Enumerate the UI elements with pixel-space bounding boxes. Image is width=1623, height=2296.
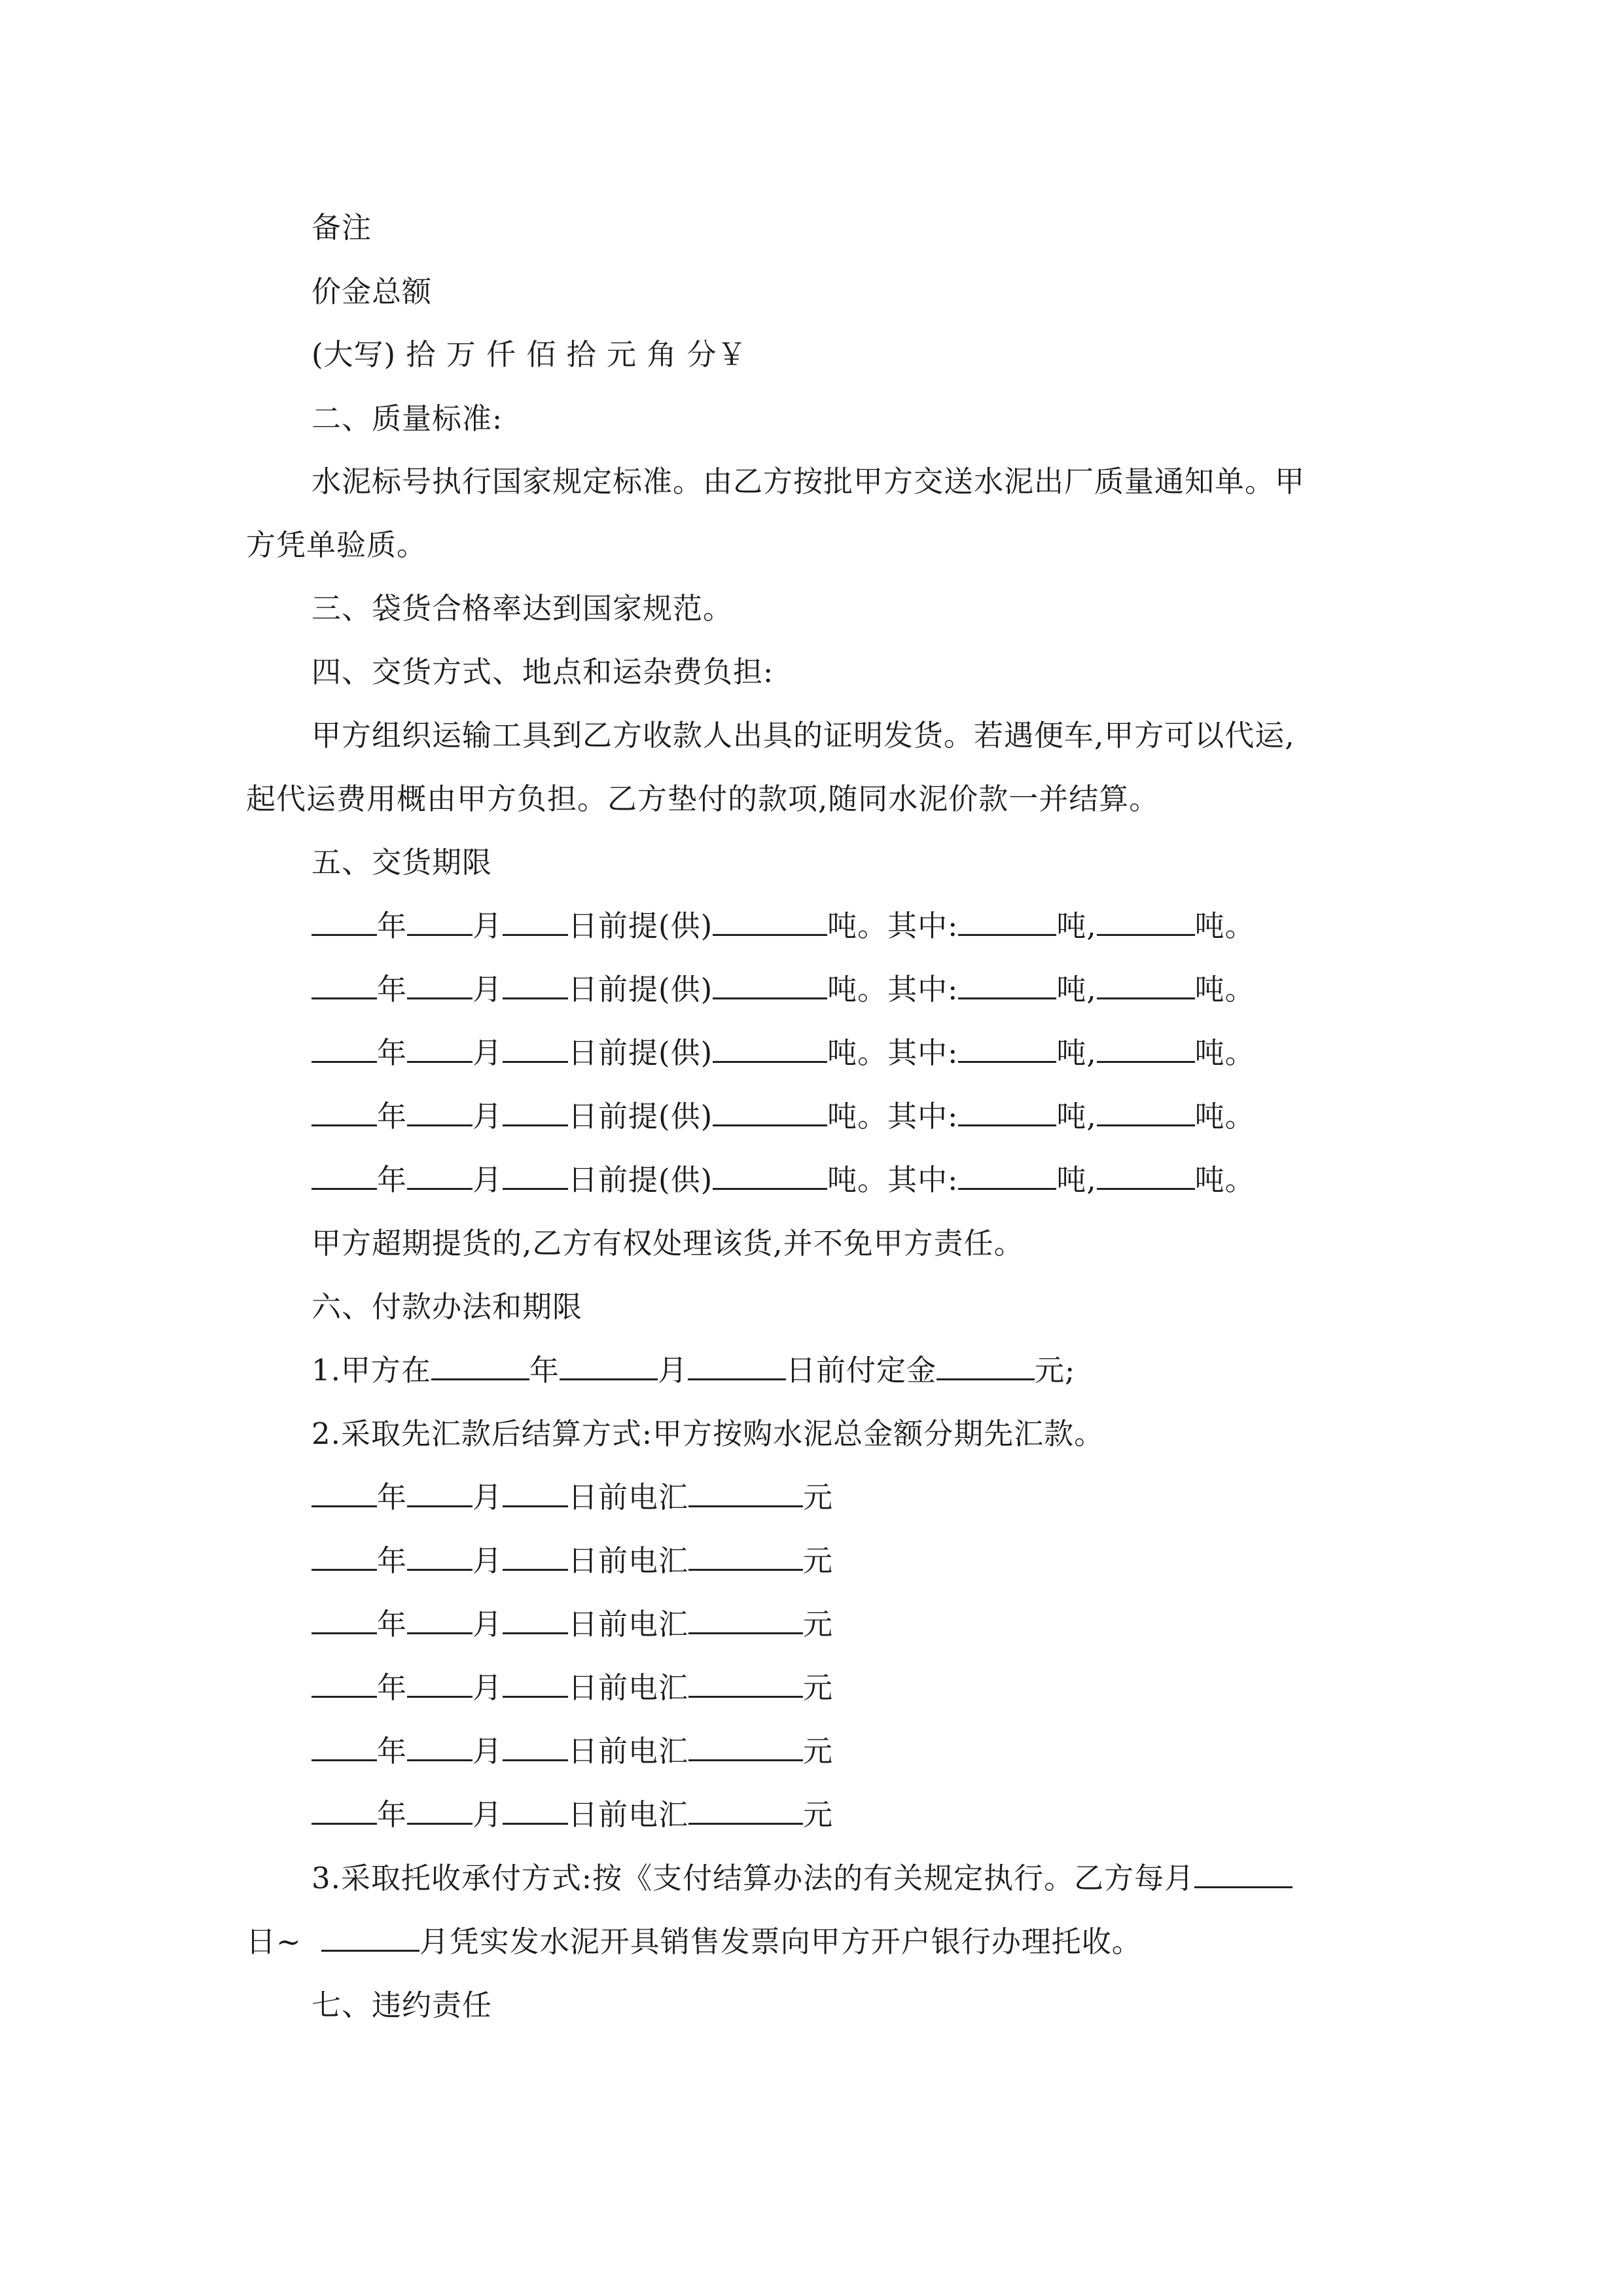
remit-row: 年 月 日前电汇 元	[312, 1605, 833, 1644]
blank-field[interactable]	[312, 1098, 377, 1126]
section-6-title: 六、付款办法和期限	[312, 1289, 583, 1324]
blank-field[interactable]	[503, 1670, 568, 1698]
remit-row: 年 月 日前电汇 元	[312, 1668, 833, 1708]
blank-field[interactable]	[503, 1479, 568, 1507]
blank-field[interactable]	[688, 1479, 803, 1507]
blank-field[interactable]	[688, 1352, 786, 1380]
blank-field[interactable]	[321, 1924, 419, 1952]
delivery-row: 年 月 日前提(供) 吨。其中: 吨, 吨。	[312, 1033, 1255, 1073]
blank-field[interactable]	[312, 1733, 377, 1761]
blank-field[interactable]	[407, 1797, 473, 1825]
blank-field[interactable]	[688, 1797, 803, 1825]
blank-field[interactable]	[312, 1797, 377, 1825]
blank-field[interactable]	[713, 908, 827, 936]
section-3-title: 三、袋货合格率达到国家规范。	[312, 591, 734, 626]
blank-field[interactable]	[407, 1035, 473, 1063]
payment-item-1: 1.甲方在 年 月 日前付定金 元;	[312, 1353, 1076, 1388]
delivery-row: 年 月 日前提(供) 吨。其中: 吨, 吨。	[312, 970, 1255, 1009]
section-5-title: 五、交货期限	[312, 845, 493, 880]
blank-field[interactable]	[312, 1479, 377, 1507]
blank-field[interactable]	[312, 1606, 377, 1634]
blank-field[interactable]	[503, 1098, 568, 1126]
section-4-text-1: 甲方组织运输工具到乙方收款人出具的证明发货。若遇便车,甲方可以代运,	[312, 718, 1295, 753]
payment-item-2: 2.采取先汇款后结算方式:甲方按购水泥总金额分期先汇款。	[312, 1416, 1105, 1451]
blank-field[interactable]	[713, 1098, 827, 1126]
blank-field[interactable]	[1097, 1162, 1195, 1190]
amount-in-words-line: (大写) 拾 万 仟 佰 拾 元 角 分￥	[312, 337, 747, 372]
payment-item-3-line-2: 日~ 月凭实发水泥开具销售发票向甲方开户银行办理托收。	[246, 1924, 1142, 1959]
remit-row: 年 月 日前电汇 元	[312, 1795, 833, 1835]
blank-field[interactable]	[312, 1035, 377, 1063]
blank-field[interactable]	[1097, 908, 1195, 936]
section-2-text-2: 方凭单验质。	[246, 528, 427, 562]
blank-field[interactable]	[407, 1543, 473, 1571]
blank-field[interactable]	[431, 1352, 529, 1380]
section-4-title: 四、交货方式、地点和运杂费负担:	[312, 655, 774, 689]
blank-field[interactable]	[958, 1035, 1056, 1063]
blank-field[interactable]	[1194, 1860, 1293, 1888]
blank-field[interactable]	[713, 1035, 827, 1063]
blank-field[interactable]	[503, 908, 568, 936]
blank-field[interactable]	[312, 1162, 377, 1190]
blank-field[interactable]	[312, 1543, 377, 1571]
blank-field[interactable]	[503, 971, 568, 999]
blank-field[interactable]	[688, 1670, 803, 1698]
blank-field[interactable]	[503, 1035, 568, 1063]
blank-field[interactable]	[503, 1797, 568, 1825]
overdue-text: 甲方超期提货的,乙方有权处理该货,并不免甲方责任。	[312, 1226, 1024, 1261]
blank-field[interactable]	[958, 908, 1056, 936]
blank-field[interactable]	[312, 908, 377, 936]
blank-field[interactable]	[407, 971, 473, 999]
blank-field[interactable]	[936, 1352, 1035, 1380]
blank-field[interactable]	[688, 1733, 803, 1761]
blank-field[interactable]	[688, 1543, 803, 1571]
blank-field[interactable]	[312, 971, 377, 999]
remit-row: 年 月 日前电汇 元	[312, 1478, 833, 1517]
blank-field[interactable]	[407, 1098, 473, 1126]
blank-field[interactable]	[958, 971, 1056, 999]
blank-field[interactable]	[713, 1162, 827, 1190]
section-2-title: 二、质量标准:	[312, 401, 503, 436]
blank-field[interactable]	[503, 1606, 568, 1634]
blank-field[interactable]	[1097, 971, 1195, 999]
section-4-text-2: 起代运费用概由甲方负担。乙方垫付的款项,随同水泥价款一并结算。	[246, 781, 1160, 816]
blank-field[interactable]	[407, 1479, 473, 1507]
blank-field[interactable]	[503, 1162, 568, 1190]
delivery-row: 年 月 日前提(供) 吨。其中: 吨, 吨。	[312, 906, 1255, 946]
blank-field[interactable]	[407, 1606, 473, 1634]
blank-field[interactable]	[1097, 1098, 1195, 1126]
blank-field[interactable]	[407, 1162, 473, 1190]
remit-row: 年 月 日前电汇 元	[312, 1541, 833, 1581]
blank-field[interactable]	[560, 1352, 658, 1380]
remit-row: 年 月 日前电汇 元	[312, 1732, 833, 1771]
section-7-title: 七、违约责任	[312, 1988, 493, 2022]
delivery-row: 年 月 日前提(供) 吨。其中: 吨, 吨。	[312, 1097, 1255, 1136]
blank-field[interactable]	[958, 1162, 1056, 1190]
total-amount-label: 价金总额	[312, 274, 433, 309]
blank-field[interactable]	[312, 1670, 377, 1698]
blank-field[interactable]	[407, 1733, 473, 1761]
blank-field[interactable]	[503, 1543, 568, 1571]
blank-field[interactable]	[958, 1098, 1056, 1126]
payment-item-3-line-1: 3.采取托收承付方式:按《支付结算办法的有关规定执行。乙方每月	[312, 1859, 1293, 1898]
blank-field[interactable]	[713, 971, 827, 999]
blank-field[interactable]	[407, 908, 473, 936]
blank-field[interactable]	[1097, 1035, 1195, 1063]
delivery-row: 年 月 日前提(供) 吨。其中: 吨, 吨。	[312, 1160, 1255, 1200]
blank-field[interactable]	[503, 1733, 568, 1761]
section-2-text-1: 水泥标号执行国家规定标准。由乙方按批甲方交送水泥出厂质量通知单。甲	[312, 464, 1306, 499]
remark-label: 备注	[312, 210, 372, 245]
blank-field[interactable]	[407, 1670, 473, 1698]
blank-field[interactable]	[688, 1606, 803, 1634]
